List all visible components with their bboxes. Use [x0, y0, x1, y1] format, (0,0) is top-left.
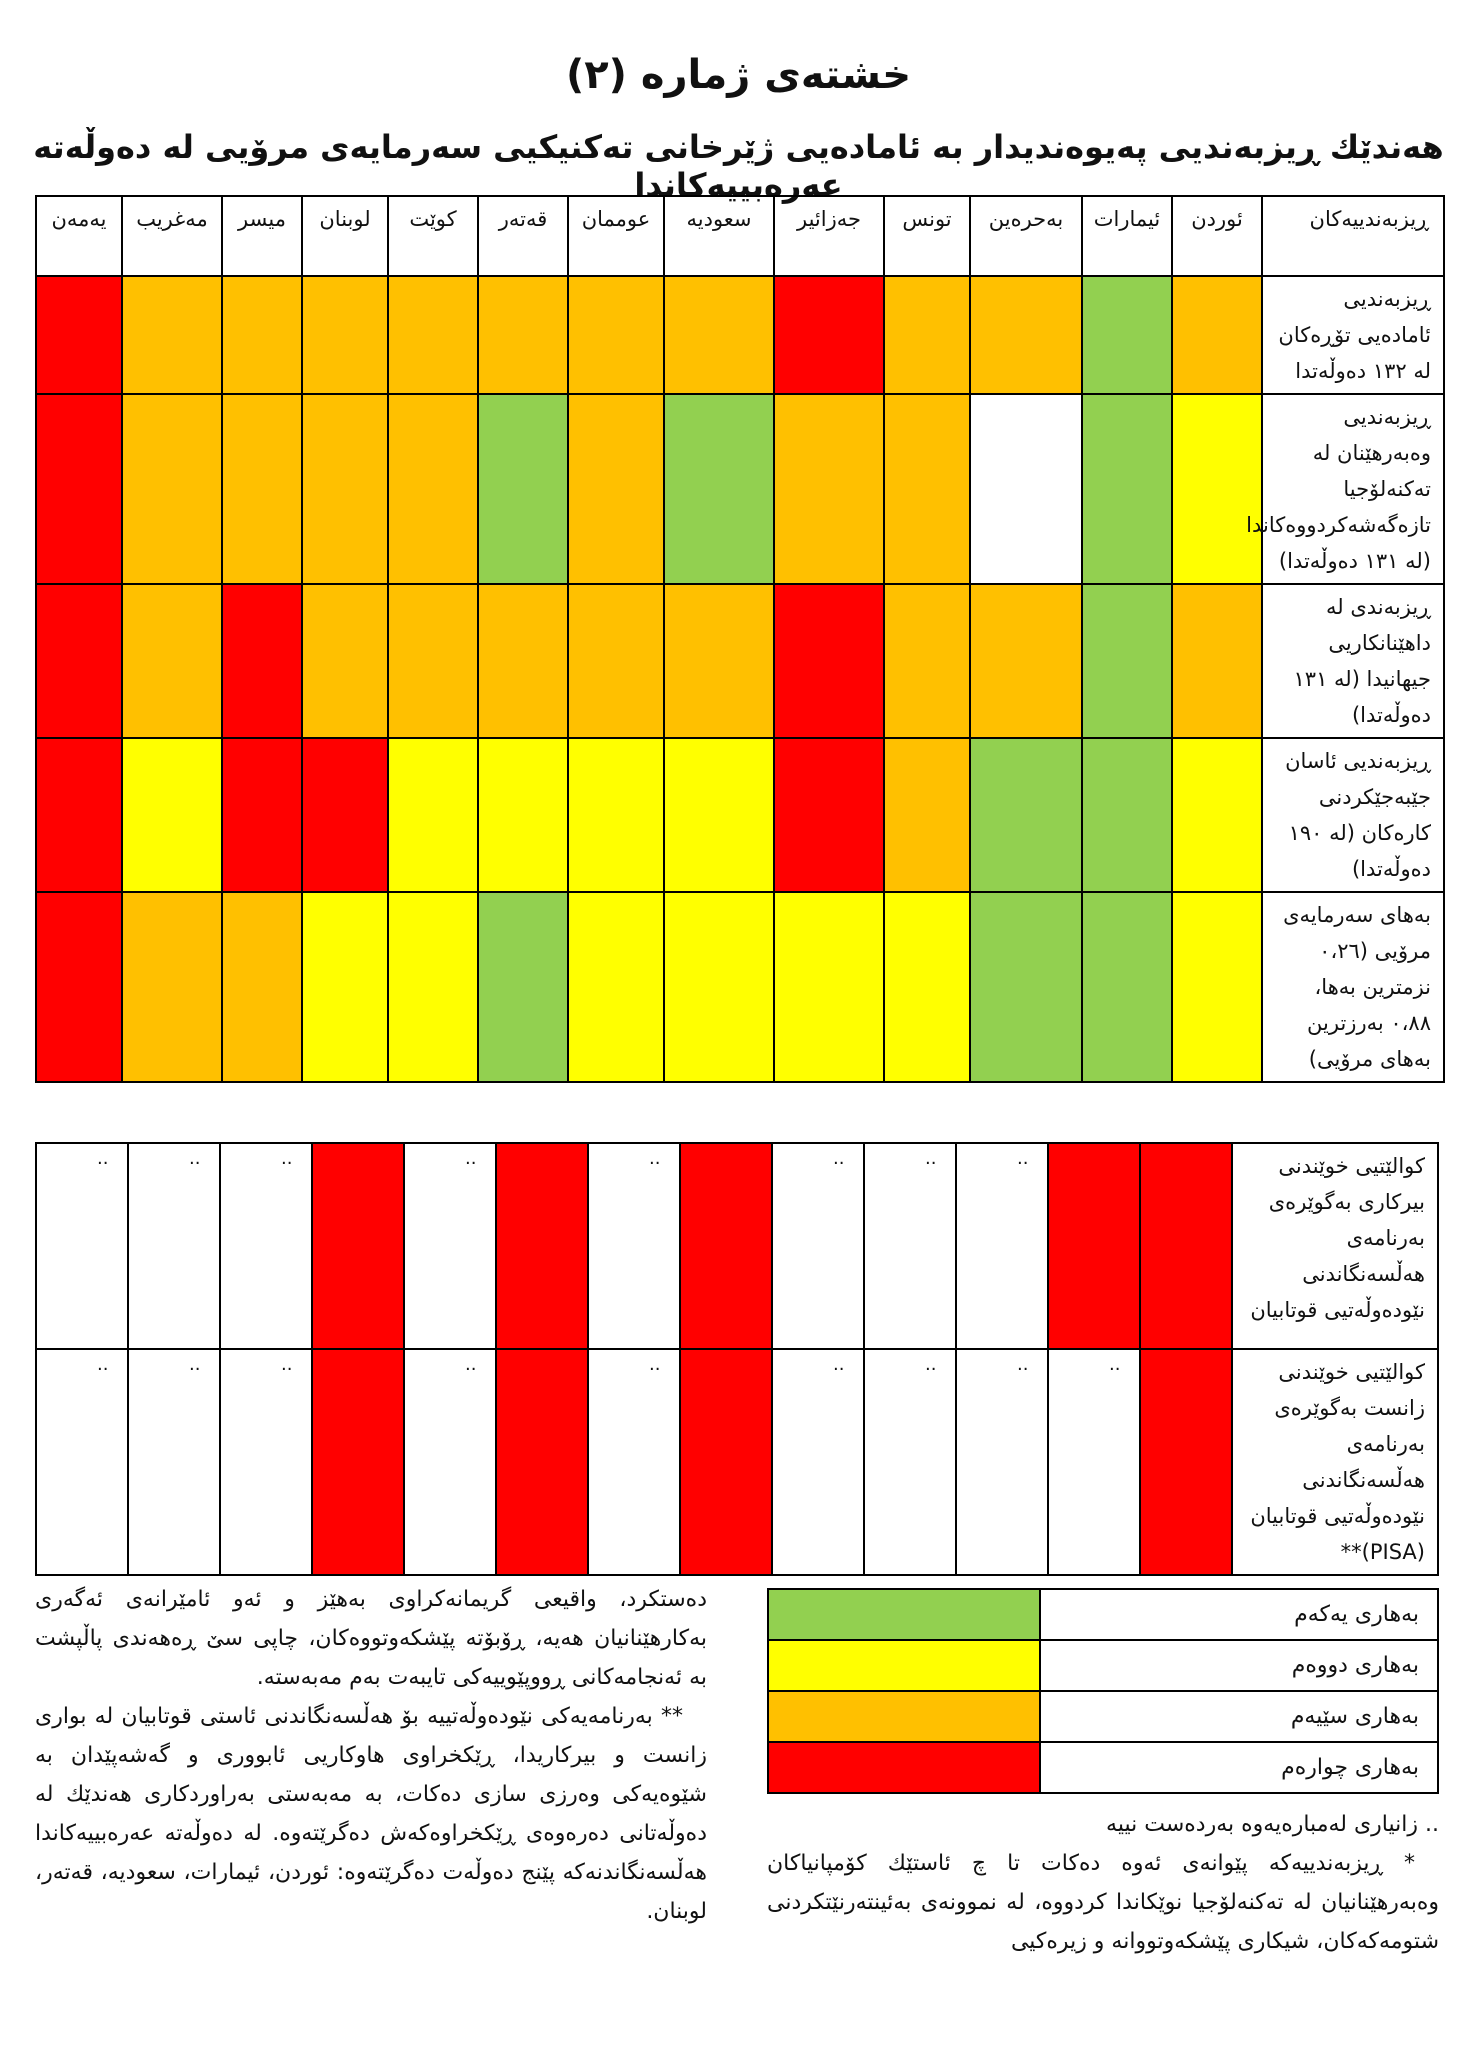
rank-cell-red	[774, 276, 884, 394]
rank-cell-orange	[122, 892, 222, 1082]
no-data-cell: ..	[956, 1143, 1048, 1349]
rank-cell-orange	[568, 584, 664, 738]
no-data-cell: ..	[36, 1143, 128, 1349]
header-row	[36, 196, 1444, 276]
rankings-table	[35, 195, 1445, 1083]
rank-cell-red	[680, 1143, 772, 1349]
rank-cell-green	[1082, 276, 1172, 394]
rank-cell-orange	[478, 584, 568, 738]
legend-swatch	[768, 1691, 1040, 1742]
rank-cell-orange	[884, 584, 970, 738]
color-legend	[767, 1588, 1439, 1794]
rank-cell-orange	[884, 394, 970, 584]
no-data-cell: ..	[588, 1143, 680, 1349]
rank-cell-red	[312, 1349, 404, 1575]
rank-cell-green	[1082, 584, 1172, 738]
table-row	[36, 1143, 1438, 1349]
rank-cell-orange	[388, 394, 478, 584]
rank-cell-red	[1048, 1143, 1140, 1349]
country-header: عوممان	[568, 196, 664, 276]
rank-cell-yellow	[568, 892, 664, 1082]
pisa-footnote: ** بەرنامەیەكی نێودەوڵەتییە بۆ هەڵسەنگاندنی ئاستی قوتابیان لە بواری زانست و بیركاریدا، ڕێكخراوی هاوكاریی ئابووری و گەشەپێدان بە شێوەیەكی وەرزی سازی دەكات، بە مەبەستی بەراوردكاری هەندێك لە دەوڵەتانی دەرەوەی ڕێكخراوەكەش دەگرێتەوە. لە دەوڵەتە عەرەبییەكاندا هەڵسەنگاندنەكە پێنج دەوڵەت دەگرێتەوە: ئوردن، ئیمارات، سعودیە، قەتەر، لوبنان.	[35, 1704, 707, 1924]
rank-cell-orange	[664, 584, 774, 738]
legend-swatch	[768, 1742, 1040, 1793]
rank-cell-red	[36, 276, 122, 394]
rank-cell-orange	[478, 276, 568, 394]
table-row	[36, 276, 1444, 394]
rank-cell-green	[1082, 394, 1172, 584]
legend-swatch	[768, 1640, 1040, 1691]
rank-cell-red	[312, 1143, 404, 1349]
no-data-cell: ..	[404, 1349, 496, 1575]
rank-cell-orange	[970, 584, 1082, 738]
row-label: ڕیزبەندیی وەبەرهێنان لە تەكنەلۆجیا تازەگەشەكردووەكاندا (لە ١٣١ دەوڵەتدا)	[1262, 394, 1444, 584]
rank-cell-orange	[884, 276, 970, 394]
row-label: بەهای سەرمایەی مرۆیی (٠،٢٦ نزمترین بەها، ٠،٨٨ بەرزترین بەهای مرۆیی)	[1262, 892, 1444, 1082]
rank-cell-orange	[388, 584, 478, 738]
rank-cell-green	[1082, 892, 1172, 1082]
rankings-header: ڕیزبەندییەكان	[1262, 196, 1444, 276]
rank-cell-red	[496, 1143, 588, 1349]
no-data-cell: ..	[404, 1143, 496, 1349]
rank-cell-orange	[568, 276, 664, 394]
country-header: كوێت	[388, 196, 478, 276]
rank-cell-yellow	[664, 892, 774, 1082]
no-data-cell: ..	[956, 1349, 1048, 1575]
row-label: ڕیزبەندی لە داهێنانكاریی جیهانیدا (لە ١٣١ دەوڵەتدا)	[1262, 584, 1444, 738]
rank-cell-orange	[222, 276, 302, 394]
rank-cell-yellow	[884, 892, 970, 1082]
rank-cell-yellow	[774, 892, 884, 1082]
rank-cell-red	[1140, 1349, 1232, 1575]
rank-cell-yellow	[664, 738, 774, 892]
row-label: كوالێتیی خوێندنی زانست بەگوێرەی بەرنامەی هەڵسەنگاندنی نێودەوڵەتیی قوتابیان (PISA)**	[1232, 1349, 1438, 1575]
rank-cell-orange	[122, 394, 222, 584]
rank-cell-yellow	[388, 738, 478, 892]
rank-cell-orange	[122, 584, 222, 738]
no-data-cell: ..	[772, 1349, 864, 1575]
legend-label: بەهاری چوارەم	[1040, 1742, 1438, 1793]
table-row	[36, 394, 1444, 584]
country-header: تونس	[884, 196, 970, 276]
legend-label: بەهاری دووەم	[1040, 1640, 1438, 1691]
rank-cell-yellow	[478, 738, 568, 892]
country-header: یەمەن	[36, 196, 122, 276]
rank-cell-red	[36, 738, 122, 892]
no-data-cell: ..	[36, 1349, 128, 1575]
no-data-cell: ..	[864, 1143, 956, 1349]
rank-cell-orange	[884, 738, 970, 892]
rank-cell-orange	[1172, 276, 1262, 394]
rank-cell-orange	[1172, 584, 1262, 738]
rank-cell-green	[478, 892, 568, 1082]
country-header: جەزائیر	[774, 196, 884, 276]
rank-cell-yellow	[122, 738, 222, 892]
rank-cell-red	[36, 394, 122, 584]
rank-cell-yellow	[1172, 738, 1262, 892]
table-number-title: خشتەی ژمارە (٢)	[565, 52, 912, 98]
no-data-cell: ..	[128, 1143, 220, 1349]
rank-cell-red	[302, 738, 388, 892]
rank-cell-orange	[388, 276, 478, 394]
rank-cell-orange	[302, 394, 388, 584]
legend-swatch	[768, 1589, 1040, 1640]
rank-cell-orange	[774, 394, 884, 584]
legend-row	[768, 1691, 1438, 1742]
table-subtitle: هەندێك ڕیزبەندیی پەیوەندیدار بە ئامادەیی ژێرخانی تەكنیكیی سەرمایەی مرۆیی لە دەوڵەتە عەرەبییەكاندا	[33, 128, 1444, 204]
notes-block	[767, 1805, 1439, 1961]
country-header: میسر	[222, 196, 302, 276]
no-data-cell: ..	[1048, 1349, 1140, 1575]
rank-cell-yellow	[1172, 394, 1262, 584]
legend-label: بەهاری سێیەم	[1040, 1691, 1438, 1742]
pisa-table	[35, 1142, 1439, 1576]
rank-cell-red	[36, 584, 122, 738]
footnote-text	[35, 1580, 707, 1931]
rank-cell-white	[970, 394, 1082, 584]
rank-cell-orange	[302, 584, 388, 738]
rank-cell-red	[1140, 1143, 1232, 1349]
no-data-cell: ..	[220, 1143, 312, 1349]
table-row	[36, 1349, 1438, 1575]
no-data-cell: ..	[864, 1349, 956, 1575]
country-header: لوبنان	[302, 196, 388, 276]
rank-cell-red	[680, 1349, 772, 1575]
country-header: ئیمارات	[1082, 196, 1172, 276]
country-header: سعودیە	[664, 196, 774, 276]
legend-row	[768, 1742, 1438, 1793]
no-data-cell: ..	[772, 1143, 864, 1349]
rank-cell-yellow	[388, 892, 478, 1082]
rank-cell-orange	[122, 276, 222, 394]
rank-cell-yellow	[1172, 892, 1262, 1082]
country-header: بەحرەین	[970, 196, 1082, 276]
rank-cell-orange	[302, 276, 388, 394]
no-data-cell: ..	[220, 1349, 312, 1575]
row-label: ڕیزبەندیی ئامادەیی تۆڕەكان لە ١٣٢ دەوڵەتدا	[1262, 276, 1444, 394]
rank-cell-red	[36, 892, 122, 1082]
rank-cell-green	[970, 892, 1082, 1082]
rank-cell-green	[1082, 738, 1172, 892]
rank-cell-green	[664, 394, 774, 584]
legend-label: بەهاری یەكەم	[1040, 1589, 1438, 1640]
country-header: قەتەر	[478, 196, 568, 276]
paragraph-continued: دەستكرد، واقیعی گریمانەكراوی بەهێز و ئەو ئامێرانەی ئەگەری بەكارهێنانیان هەیە، ڕۆبۆتە پێشكەوتووەكان، چاپی سێ ڕەهەندی پاڵپشت بە ئەنجامەكانی ڕووپێوییەكی تایبەت بەم مەبەستە.	[35, 1587, 707, 1690]
no-data-note: .. زانیاری لەمبارەیەوە بەردەست نییە	[1106, 1812, 1439, 1837]
rank-cell-yellow	[568, 738, 664, 892]
ranking-footnote: * ڕیزبەندییەكە پێوانەی ئەوە دەكات تا چ ئاستێك كۆمپانیاكان وەبەرهێنانیان لە تەكنەلۆجیا نوێكاندا كردووە، لە نموونەی بەئینتەرنێتكردنی شتومەكەكان، شیكاری پێشكەوتووانە و زیرەكیی	[767, 1851, 1439, 1954]
rank-cell-orange	[222, 394, 302, 584]
rank-cell-red	[496, 1349, 588, 1575]
rank-cell-orange	[970, 276, 1082, 394]
rank-cell-green	[478, 394, 568, 584]
rank-cell-orange	[664, 276, 774, 394]
row-label: ڕیزبەندیی ئاسان جێبەجێكردنی كارەكان (لە ١٩٠ دەوڵەتدا)	[1262, 738, 1444, 892]
no-data-cell: ..	[588, 1349, 680, 1575]
rank-cell-red	[222, 738, 302, 892]
legend-row	[768, 1640, 1438, 1691]
table-row	[36, 584, 1444, 738]
country-header: مەغریب	[122, 196, 222, 276]
country-header: ئوردن	[1172, 196, 1262, 276]
table-row	[36, 892, 1444, 1082]
rank-cell-red	[222, 584, 302, 738]
row-label: كوالێتیی خوێندنی بیركاری بەگوێرەی بەرنامەی هەڵسەنگاندنی نێودەوڵەتیی قوتابیان	[1232, 1143, 1438, 1349]
rank-cell-red	[774, 738, 884, 892]
rank-cell-red	[774, 584, 884, 738]
rank-cell-orange	[222, 892, 302, 1082]
rank-cell-green	[970, 738, 1082, 892]
table-row	[36, 738, 1444, 892]
no-data-cell: ..	[128, 1349, 220, 1575]
legend-row	[768, 1589, 1438, 1640]
rank-cell-yellow	[302, 892, 388, 1082]
rank-cell-orange	[568, 394, 664, 584]
